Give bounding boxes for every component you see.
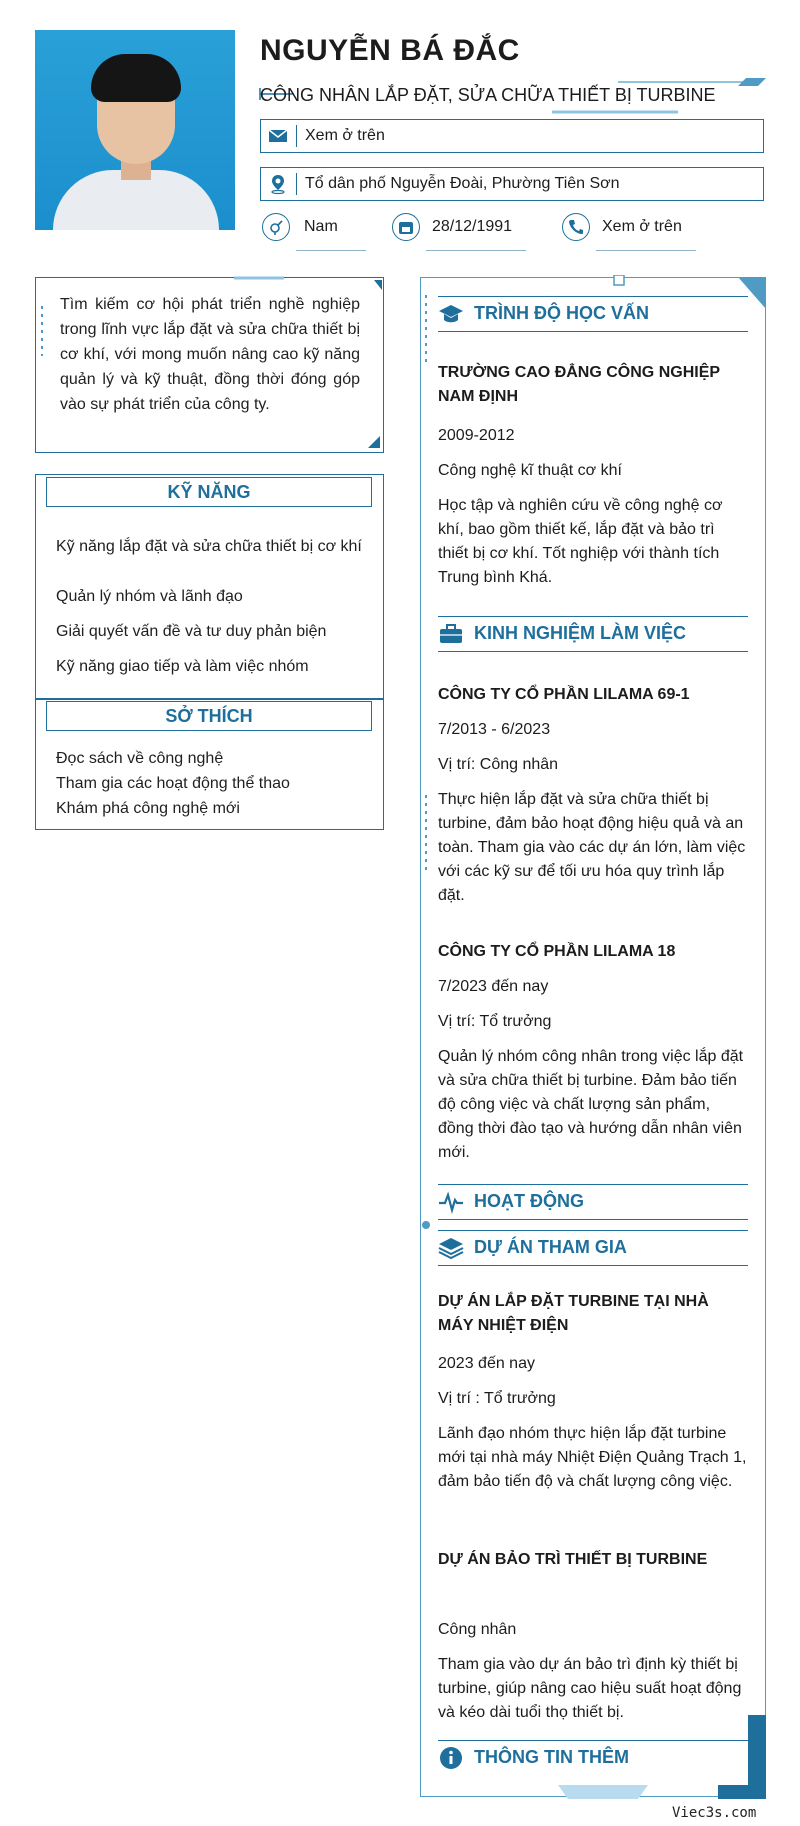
experience-header [438, 616, 748, 652]
objective-text: Tìm kiếm cơ hội phát triển nghề nghiệp trong lĩnh vực lắp đặt và sửa chữa thiết bị cơ khí, với mong muốn nâng cao kỹ năng quản lý và kỹ thuật, đồng thời đóng góp vào sự phát triển của công ty. [60, 296, 360, 413]
project-name: DỰ ÁN BẢO TRÌ THIẾT BỊ TURBINE [438, 1551, 708, 1568]
education-header [438, 296, 748, 332]
project-name: DỰ ÁN LẮP ĐẶT TURBINE TẠI NHÀ MÁY NHIỆT ĐIỆN [438, 1293, 709, 1334]
skill-item: Kỹ năng lắp đặt và sửa chữa thiết bị cơ khí [56, 538, 362, 555]
job-company: CÔNG TY CỔ PHẦN LILAMA 18 [438, 943, 676, 960]
project-description: Tham gia vào dự án bảo trì định kỳ thiết bị turbine, giúp nâng cao hiệu suất hoạt động và kéo dài tuổi thọ thiết bị. [438, 1656, 742, 1721]
activities-header [438, 1184, 748, 1220]
project-description: Lãnh đạo nhóm thực hiện lắp đặt turbine mới tại nhà máy Nhiệt Điện Quảng Trạch 1, đảm bảo tiến độ và chất lượng công việc. [438, 1425, 747, 1490]
gender-icon [262, 213, 290, 241]
projects-title: DỰ ÁN THAM GIA [474, 1237, 627, 1257]
address-field [260, 167, 764, 201]
school-name: TRƯỜNG CAO ĐẲNG CÔNG NGHIỆP NAM ĐỊNH [438, 364, 720, 405]
education-period: 2009-2012 [438, 427, 515, 444]
watermark: Viec3s.com [672, 1805, 757, 1821]
skill-item: Kỹ năng giao tiếp và làm việc nhóm [56, 658, 309, 675]
job-period: 7/2023 đến nay [438, 978, 549, 995]
job-position: Vị trí: Công nhân [438, 756, 559, 773]
phone-value: Xem ở trên [602, 218, 682, 235]
skill-item: Giải quyết vấn đề và tư duy phản biện [56, 623, 327, 640]
additional-info-title: THÔNG TIN THÊM [474, 1747, 629, 1767]
address-value: Tổ dân phố Nguyễn Đoài, Phường Tiên Sơn [305, 175, 620, 192]
calendar-icon [392, 213, 420, 241]
heartbeat-icon [438, 1190, 464, 1214]
education-major: Công nghệ kĩ thuật cơ khí [438, 462, 622, 479]
projects-header [438, 1230, 748, 1266]
career-objective [35, 277, 384, 453]
skills-section [35, 474, 384, 700]
gender-underline [296, 250, 366, 251]
experience-title: KINH NGHIỆM LÀM VIỆC [474, 623, 687, 643]
briefcase-icon [438, 622, 464, 646]
hobby-item: Tham gia các hoạt động thể thao [56, 775, 290, 792]
job-title: CÔNG NHÂN LẮP ĐẶT, SỬA CHỮA THIẾT BỊ TURBINE [260, 85, 716, 105]
activities-title: HOẠT ĐỘNG [474, 1191, 584, 1211]
job-company: CÔNG TY CỔ PHẦN LILAMA 69-1 [438, 686, 690, 703]
job-position: Vị trí: Tổ trưởng [438, 1013, 552, 1030]
hobby-item: Khám phá công nghệ mới [56, 800, 240, 817]
envelope-icon [267, 125, 289, 147]
candidate-name: NGUYỄN BÁ ĐẮC [260, 34, 520, 67]
graduation-cap-icon [438, 302, 464, 326]
education-description: Học tập và nghiên cứu về công nghệ cơ khí, bao gồm thiết kế, lắp đặt và bảo trì thiết bị cơ khí. Tốt nghiệp với thành tích Trung bình Khá. [438, 497, 723, 586]
phone-icon [562, 213, 590, 241]
job-period: 7/2013 - 6/2023 [438, 721, 551, 738]
layers-icon [438, 1236, 464, 1260]
hobbies-section [35, 698, 384, 830]
skill-item: Quản lý nhóm và lãnh đạo [56, 588, 243, 605]
info-icon [438, 1746, 464, 1770]
additional-info-header [438, 1740, 748, 1776]
hobby-item: Đọc sách về công nghệ [56, 750, 224, 767]
job-description: Thực hiện lắp đặt và sửa chữa thiết bị turbine, đảm bảo hoạt động hiệu quả và an toàn. Tham gia vào các dự án lớn, làm việc với các kỹ sư để tối ưu hóa quy trình lắp đặt. [438, 791, 746, 904]
birthday-value: 28/12/1991 [432, 218, 513, 235]
project-role: Công nhân [438, 1621, 517, 1638]
profile-photo [35, 30, 235, 230]
job-description: Quản lý nhóm công nhân trong việc lắp đặt và sửa chữa thiết bị turbine. Đảm bảo tiến độ công việc và chất lượng sản phẩm, đồng thời đào tạo và hướng dẫn nhân viên mới. [438, 1048, 744, 1161]
hobbies-title: SỞ THÍCH [46, 701, 372, 731]
project-role: Vị trí : Tổ trưởng [438, 1390, 556, 1407]
email-value: Xem ở trên [305, 127, 385, 144]
birthday-underline [426, 250, 526, 251]
phone-underline [596, 250, 696, 251]
location-pin-icon [267, 173, 289, 195]
gender-value: Nam [304, 218, 338, 235]
project-period: 2023 đến nay [438, 1355, 535, 1372]
skills-title: KỸ NĂNG [46, 477, 372, 507]
education-title: TRÌNH ĐỘ HỌC VẤN [474, 303, 649, 323]
email-field [260, 119, 764, 153]
